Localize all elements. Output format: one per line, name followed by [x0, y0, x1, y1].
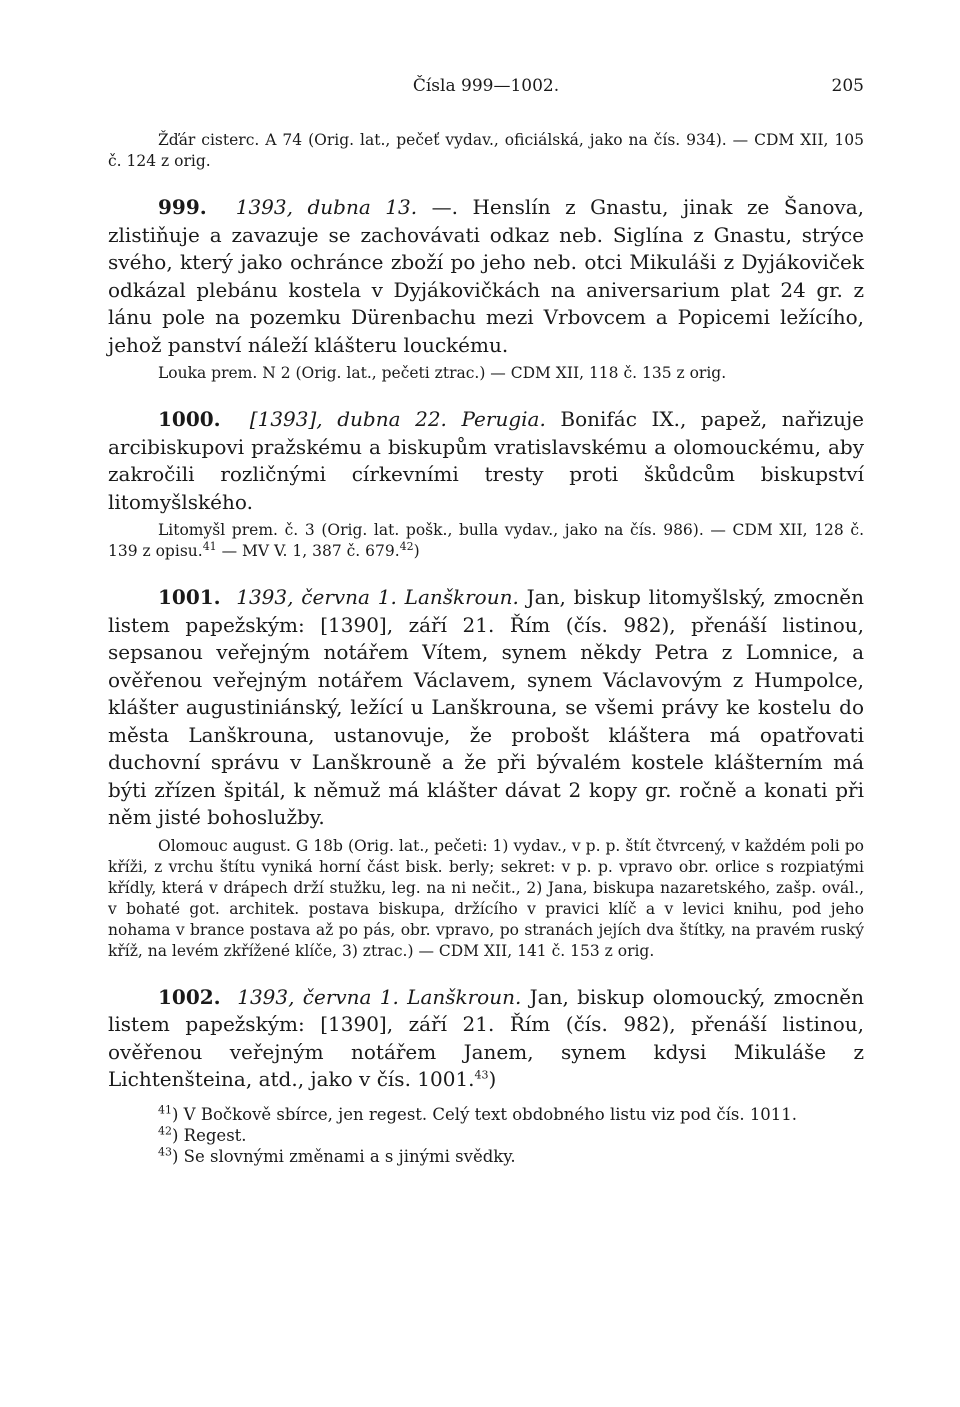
entry-1000	[108, 406, 864, 516]
entry-date: 1393, června 1.	[237, 984, 399, 1009]
footnote: $^{41}$) V Bočkově sbírce, jen regest. Celý text obdobného listu viz pod čís. 1011.	[158, 1103, 798, 1124]
entry-source: Olomouc august. G 18b (Orig. lat., pečeti: 1) vydav., v p. p. štít čtvrcený, v každém poli po kříži, z vrchu štítu vyniká horní část bisk. berly; sekret: v p. p. vpravo obr. orlice s rozpiatými křídly, která v drápech drží stužku, leg. na ni nečit., 2) Jana, biskupa nazaretského, zašp. ovál., v bohaté got. architek. postava biskupa, držícího v pravici klíč a v levici knihu, pod jeho nohama v brance postava až po pás, obr. vpravo, po stranách jejích dva štítky, na pravém ruský kříž, na levém zkřížené klíče, 3) ztrac.) — CDM XII, 141 č. 153 z orig.	[108, 836, 864, 960]
footnote-ref: 42	[399, 539, 414, 553]
running-title: Čísla 999—1002.	[412, 76, 560, 96]
entry-number: 1002.	[158, 984, 221, 1009]
footnote-ref: 43	[474, 1068, 489, 1082]
entry-source: Louka prem. N 2 (Orig. lat., pečeti ztrac.) — CDM XII, 118 č. 135 z orig.	[158, 364, 727, 382]
entry-1001	[108, 584, 864, 832]
entry-source: Litomyšl prem. č. 3 (Orig. lat. pošk., bulla vydav., jako na čís. 986). — CDM XII, 128 č. 139 z opisu.$^{41}$ — MV V. 1, 387 č. 679.42)	[108, 521, 864, 560]
footnote-ref: 41	[202, 539, 217, 553]
entry-1002: 1002. 1393, června 1. Lanškroun. Jan, biskup olomoucký, zmocněn listem papežským: [1390], září 21. Řím (čís. 982), přenáší listinou, ověřenou veřejným notářem Janem, synem kdysi Mikuláše z Lichtenšteina, atd., jako v čís. 1001.43)	[108, 984, 865, 1091]
entry-date: 1393, dubna 13.	[235, 195, 418, 219]
running-header	[108, 76, 864, 106]
footnote: $^{43}$) Se slovnými změnami a s jinými svědky.	[158, 1145, 516, 1166]
entry-number: 1001.	[158, 585, 221, 609]
entry-text: Jan, biskup litomyšlský, zmocněn listem papežským: [1390], září 21. Řím (čís. 982), přenáší listinou, sepsanou veřejným notářem Vítem, synem někdy Petra z Lomnice, a ověřenou veřejným notářem Václavem, synem Václavovým z Humpolce, klášter augustiniánský, ležící u Lanškrouna, se všemi právy ke kostelu do města Lanškrouna, ustanovuje, že probošt kláštera má opatřovati duchovní správu v Lanškrouně a že při bývalém kostele klášterním má býti zřízen špitál, k němuž má klášter dávat 2 kopy gr. ročně a konati při něm jisté bohoslužby.	[108, 585, 864, 829]
footnote: $^{42}$) Regest.	[158, 1124, 247, 1145]
entry-999	[108, 194, 864, 359]
entry-number: 999.	[158, 195, 207, 219]
entry-date: 1393, června 1.	[236, 585, 397, 609]
page-number: 205	[831, 76, 864, 96]
entry-text: Bonifác IX., papež, nařizuje arcibiskupovi pražskému a biskupům vratislavskému a olomouckému, aby zakročili rozličnými církevními tresty proti škůdcům biskupství litomyšlského.	[108, 407, 864, 514]
entry-date: [1393], dubna 22.	[249, 407, 447, 431]
entry-place: Lanškroun.	[404, 585, 519, 609]
entry-text: —. Henslín z Gnastu, jinak ze Šanova, zlistiňuje a zavazuje se zachovávati odkaz neb. Siglína z Gnastu, strýce svého, který jako ochránce zboží po jeho neb. otci Mikuláši z Dyjákoviček odkázal plebánu kostela v Dyjákovičkách na aniversarium plat 24 gr. z lánu pole na pozemku Dürenbachu mezi Vrbovcem a Popicemi ležícího, jehož panství náleží klášteru louckému.	[108, 195, 864, 357]
page	[108, 76, 864, 1167]
entry-place: Perugia.	[461, 407, 546, 431]
entry-text: Jan, biskup olomoucký, zmocněn listem papežským: [1390], září 21. Řím (čís. 982), přenáší listinou, ověřenou veřejným notářem Janem, synem kdysi Mikuláše z Lichtenšteina, atd., jako v čís. 1001.	[108, 984, 865, 1091]
footnotes	[108, 1104, 864, 1167]
note-continuation: Žďár cisterc. A 74 (Orig. lat., pečeť vydav., oficiálská, jako na čís. 934). — CDM XII, 105 č. 124 z orig.	[108, 131, 864, 170]
entry-number: 1000.	[158, 407, 221, 431]
entry-place: Lanškroun.	[407, 984, 522, 1009]
